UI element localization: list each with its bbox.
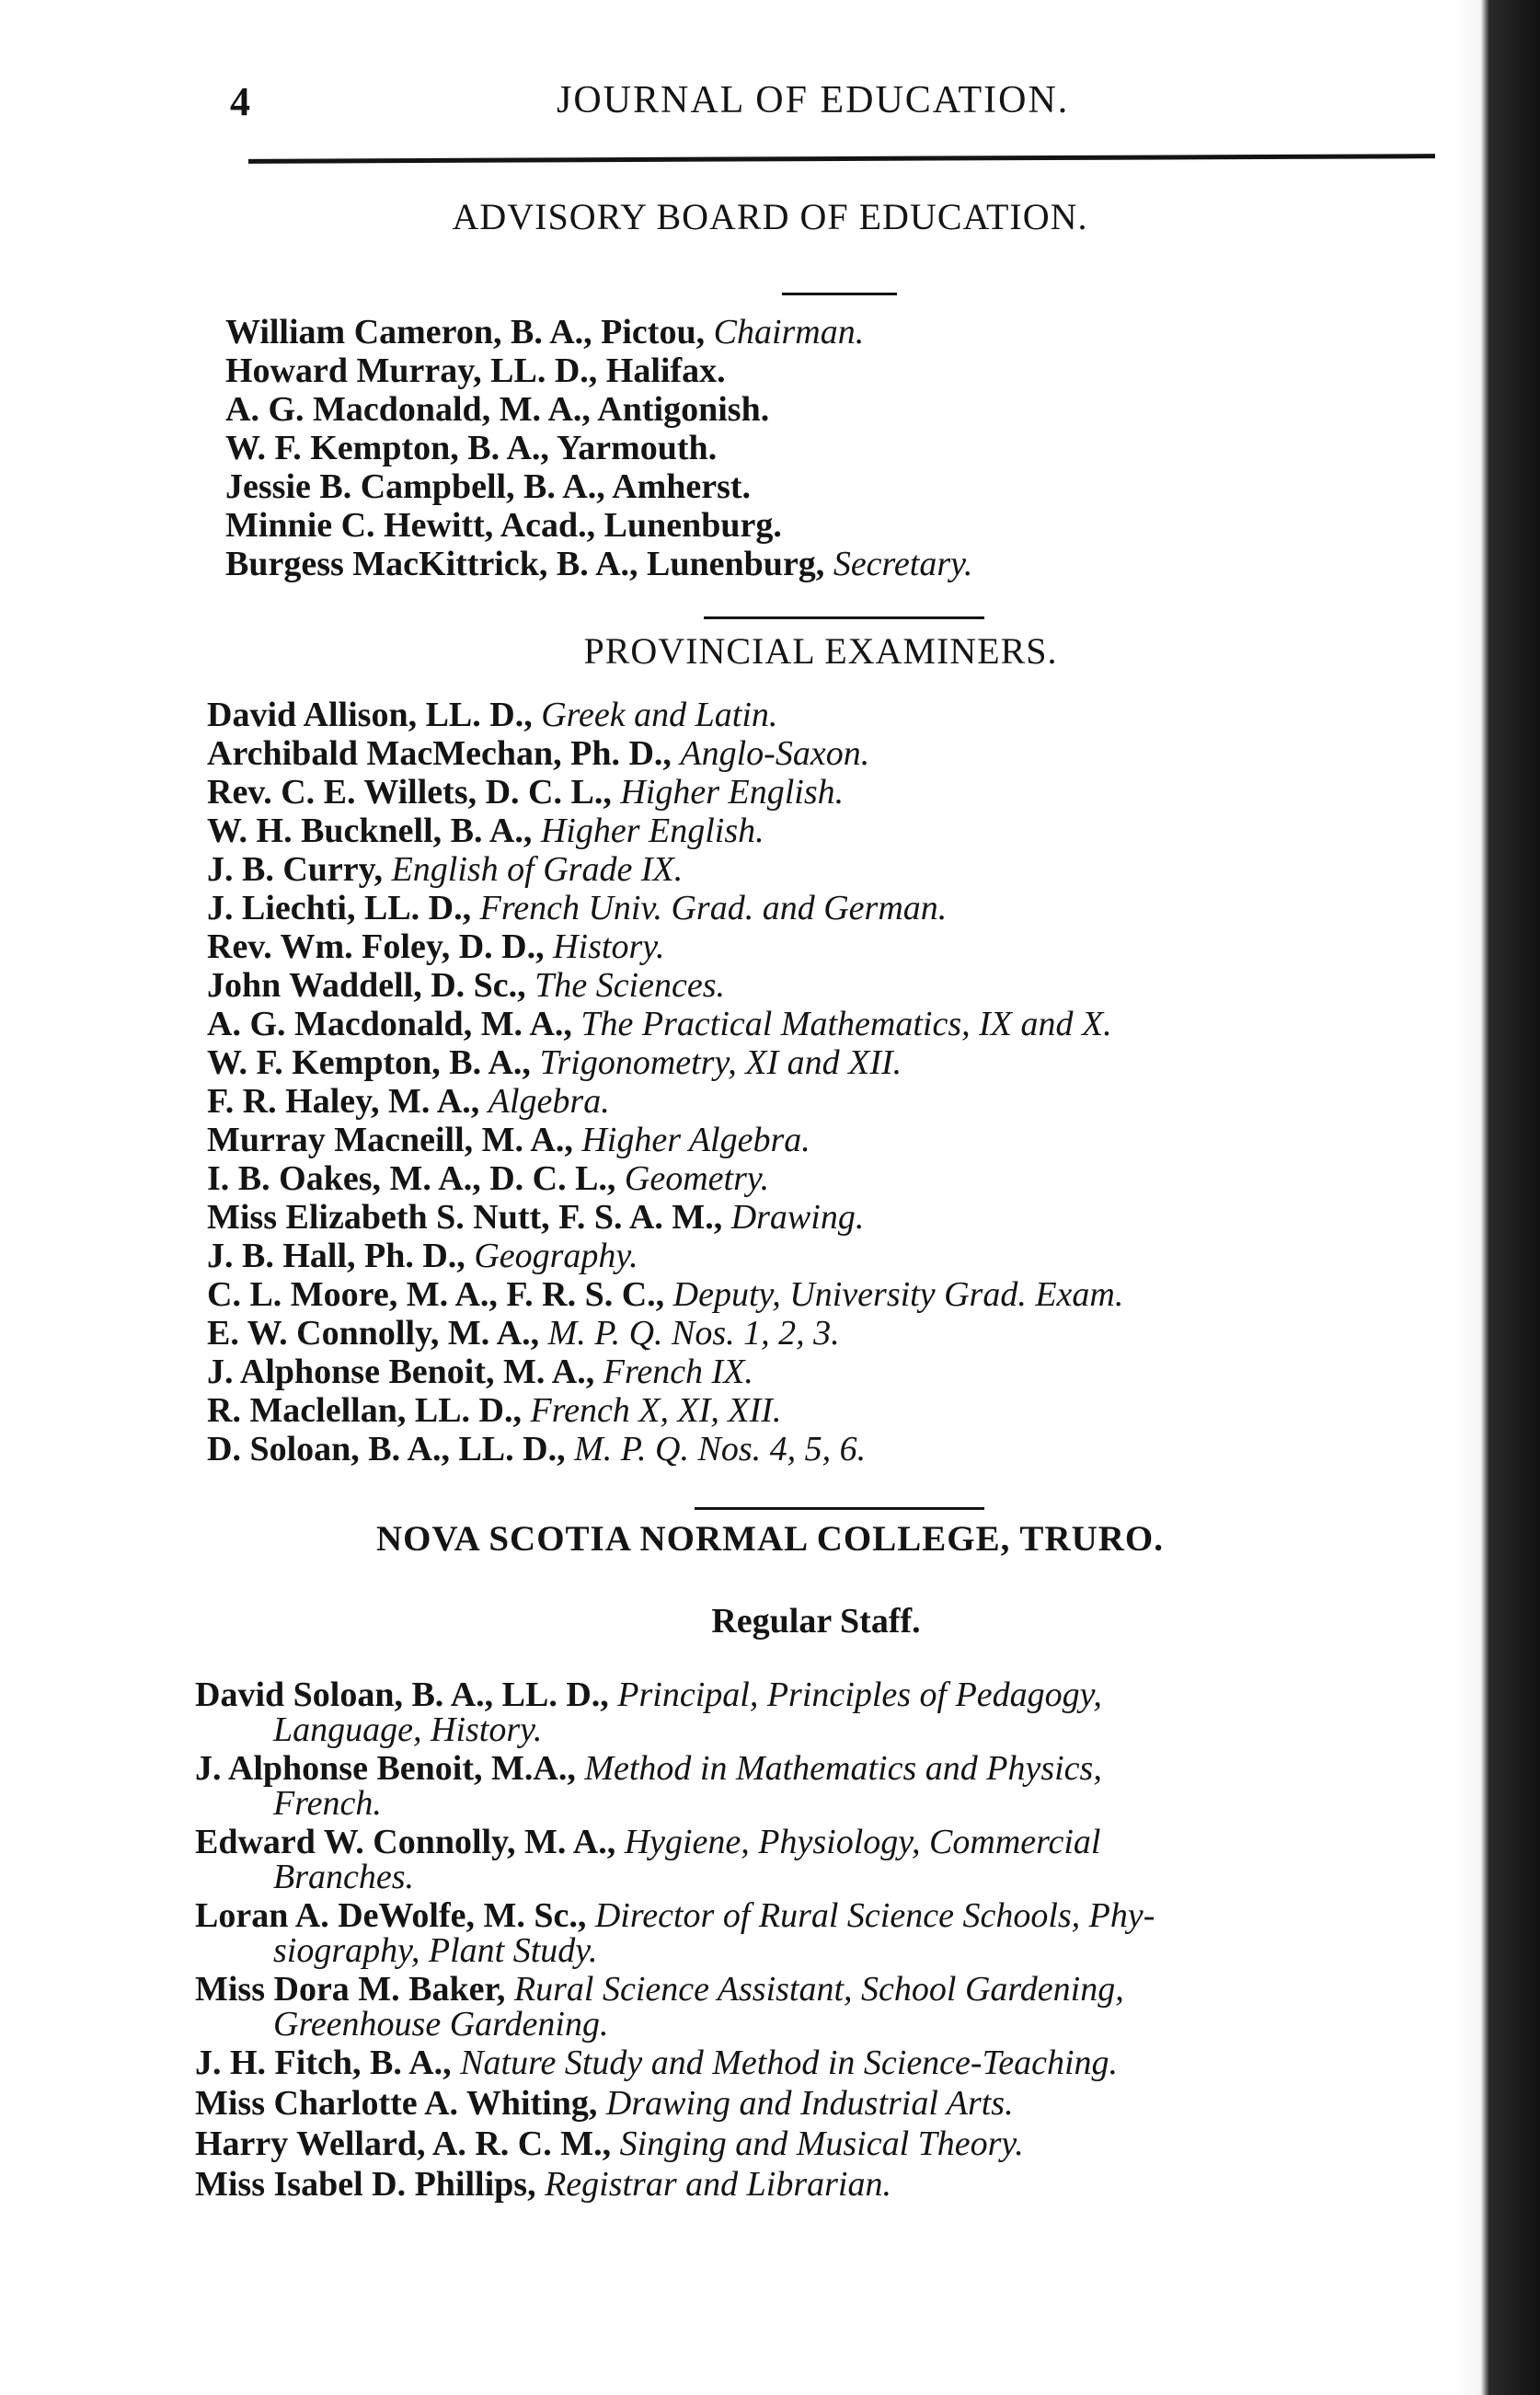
role-continuation: Language, History. <box>273 1710 543 1749</box>
list-item <box>207 1353 1123 1391</box>
list-item <box>207 1043 1123 1082</box>
person-name: Howard Murray, LL. D., Halifax. <box>225 351 726 390</box>
list-item <box>207 734 1123 773</box>
list-item <box>225 390 972 429</box>
list-item <box>207 1121 1123 1159</box>
list-item <box>207 927 1123 966</box>
person-role: French IX. <box>603 1353 753 1391</box>
regular-staff-subtitle: Regular Staff. <box>711 1602 921 1641</box>
list-item <box>195 1824 1155 1894</box>
person-role: Method in Mathematics and Physics, <box>584 1749 1102 1788</box>
list-item <box>207 966 1123 1005</box>
list-item <box>207 773 1123 812</box>
person-role: History. <box>553 927 665 966</box>
person-name: C. L. Moore, M. A., F. R. S. C., <box>207 1275 673 1314</box>
person-role: Deputy, University Grad. Exam. <box>672 1275 1124 1314</box>
person-role: Greek and Latin. <box>541 696 778 734</box>
person-name: Rev. C. E. Willets, D. C. L., <box>207 773 621 812</box>
role-continuation: Greenhouse Gardening. <box>273 2005 609 2044</box>
person-role: Registrar and Librarian. <box>545 2165 891 2204</box>
person-name: William Cameron, B. A., Pictou, <box>225 313 714 351</box>
advisory-board-list <box>225 313 972 583</box>
person-role: The Sciences. <box>534 966 725 1005</box>
list-item <box>195 2166 1155 2203</box>
person-role: Hygiene, Physiology, Commercial <box>624 1823 1101 1861</box>
person-name: David Soloan, B. A., LL. D., <box>195 1675 618 1714</box>
list-item <box>207 1082 1123 1121</box>
list-item <box>207 850 1123 889</box>
person-name: Miss Isabel D. Phillips, <box>195 2165 546 2204</box>
provincial-examiners-title: PROVINCIAL EXAMINERS. <box>583 630 1058 672</box>
list-item <box>207 1198 1123 1237</box>
list-item <box>207 889 1123 927</box>
person-role: M. P. Q. Nos. 4, 5, 6. <box>574 1430 867 1468</box>
list-item <box>195 2085 1155 2122</box>
person-role: Anglo-Saxon. <box>680 734 870 773</box>
page-header <box>230 78 1444 133</box>
person-role: Nature Study and Method in Science-Teaching. <box>460 2044 1119 2082</box>
person-role: Higher English. <box>540 812 764 850</box>
page-binding-edge <box>1455 0 1540 2395</box>
person-role: Algebra. <box>488 1082 610 1121</box>
person-name: Murray Macneill, M. A., <box>207 1121 582 1159</box>
person-role: Principal, Principles of Pedagogy, <box>617 1675 1102 1714</box>
role-continuation: Branches. <box>273 1858 415 1896</box>
person-role: Higher English. <box>620 773 845 812</box>
section-divider <box>704 616 984 619</box>
person-name: A. G. Macdonald, M. A., Antigonish. <box>225 390 770 429</box>
person-name: Loran A. DeWolfe, M. Sc., <box>195 1896 595 1935</box>
list-item <box>207 696 1123 734</box>
list-item <box>225 545 972 583</box>
list-item <box>195 1896 1155 1970</box>
list-item <box>207 1314 1123 1353</box>
list-item <box>207 1159 1123 1198</box>
person-name: J. B. Curry, <box>207 850 392 889</box>
person-name: Jessie B. Campbell, B. A., Amherst. <box>225 467 752 506</box>
person-role: Geometry. <box>624 1159 770 1198</box>
person-role: Rural Science Assistant, School Gardening, <box>513 1970 1124 2009</box>
running-head: JOURNAL OF EDUCATION. <box>557 79 1070 121</box>
person-name: J. Alphonse Benoit, M.A., <box>195 1749 585 1788</box>
section-divider <box>782 293 897 295</box>
person-role: Higher Algebra. <box>581 1121 810 1159</box>
person-role: Geography. <box>474 1237 638 1275</box>
list-item <box>225 506 972 545</box>
role-continuation: siography, Plant Study. <box>273 1931 598 1970</box>
person-role: The Practical Mathematics, IX and X. <box>580 1005 1112 1043</box>
person-name: Archibald MacMechan, Ph. D., <box>207 734 681 773</box>
list-item <box>207 1430 1123 1468</box>
list-item <box>225 467 972 506</box>
person-name: Harry Wellard, A. R. C. M., <box>195 2124 620 2163</box>
list-item <box>207 812 1123 850</box>
person-name: W. F. Kempton, B. A., <box>207 1043 540 1082</box>
person-role: French Univ. Grad. and German. <box>479 889 948 927</box>
person-name: J. Alphonse Benoit, M. A., <box>207 1353 603 1391</box>
list-item <box>195 1749 1155 1823</box>
list-item <box>195 2044 1155 2081</box>
person-name: Minnie C. Hewitt, Acad., Lunenburg. <box>225 506 782 545</box>
list-item <box>195 2125 1155 2162</box>
person-role: Secretary. <box>833 545 973 583</box>
person-role: French X, XI, XII. <box>530 1391 782 1430</box>
person-role: Trigonometry, XI and XII. <box>539 1043 902 1082</box>
person-name: Rev. Wm. Foley, D. D., <box>207 927 554 966</box>
person-role: Director of Rural Science Schools, Phy- <box>594 1896 1155 1935</box>
person-name: D. Soloan, B. A., LL. D., <box>207 1430 575 1468</box>
normal-college-title: NOVA SCOTIA NORMAL COLLEGE, TRURO. <box>375 1519 1165 1559</box>
person-name: I. B. Oakes, M. A., D. C. L., <box>207 1159 625 1198</box>
person-name: W. F. Kempton, B. A., Yarmouth. <box>225 429 718 467</box>
provincial-examiners-list <box>207 696 1123 1468</box>
person-role: English of Grade IX. <box>391 850 684 889</box>
person-name: Miss Dora M. Baker, <box>195 1970 514 2009</box>
header-rule <box>248 154 1435 164</box>
person-name: Miss Charlotte A. Whiting, <box>195 2084 606 2123</box>
list-item <box>207 1275 1123 1314</box>
normal-college-staff-list <box>195 1676 1155 2206</box>
person-name: R. Maclellan, LL. D., <box>207 1391 531 1430</box>
role-continuation: French. <box>273 1784 382 1823</box>
list-item <box>195 1970 1155 2044</box>
list-item <box>195 1675 1155 1749</box>
person-role: M. P. Q. Nos. 1, 2, 3. <box>547 1314 840 1353</box>
list-item <box>207 1237 1123 1275</box>
list-item <box>207 1005 1123 1043</box>
advisory-board-title: ADVISORY BOARD OF EDUCATION. <box>452 196 1088 237</box>
person-role: Drawing and Industrial Arts. <box>605 2084 1014 2123</box>
person-name: A. G. Macdonald, M. A., <box>207 1005 581 1043</box>
person-name: Edward W. Connolly, M. A., <box>195 1823 625 1861</box>
person-name: David Allison, LL. D., <box>207 696 542 734</box>
person-name: W. H. Bucknell, B. A., <box>207 812 541 850</box>
list-item <box>225 429 972 467</box>
person-name: F. R. Haley, M. A., <box>207 1082 488 1121</box>
person-name: John Waddell, D. Sc., <box>207 966 535 1005</box>
person-name: Miss Elizabeth S. Nutt, F. S. A. M., <box>207 1198 731 1237</box>
person-name: J. H. Fitch, B. A., <box>195 2044 461 2082</box>
list-item <box>225 313 972 351</box>
list-item <box>225 351 972 390</box>
person-name: Burgess MacKittrick, B. A., Lunenburg, <box>225 545 833 583</box>
person-role: Drawing. <box>730 1198 865 1237</box>
person-name: E. W. Connolly, M. A., <box>207 1314 548 1353</box>
section-divider <box>695 1507 984 1510</box>
list-item <box>207 1391 1123 1430</box>
person-role: Chairman. <box>713 313 865 351</box>
page-number: 4 <box>230 79 250 124</box>
person-name: J. Liechti, LL. D., <box>207 889 480 927</box>
person-name: J. B. Hall, Ph. D., <box>207 1237 475 1275</box>
person-role: Singing and Musical Theory. <box>619 2124 1024 2163</box>
